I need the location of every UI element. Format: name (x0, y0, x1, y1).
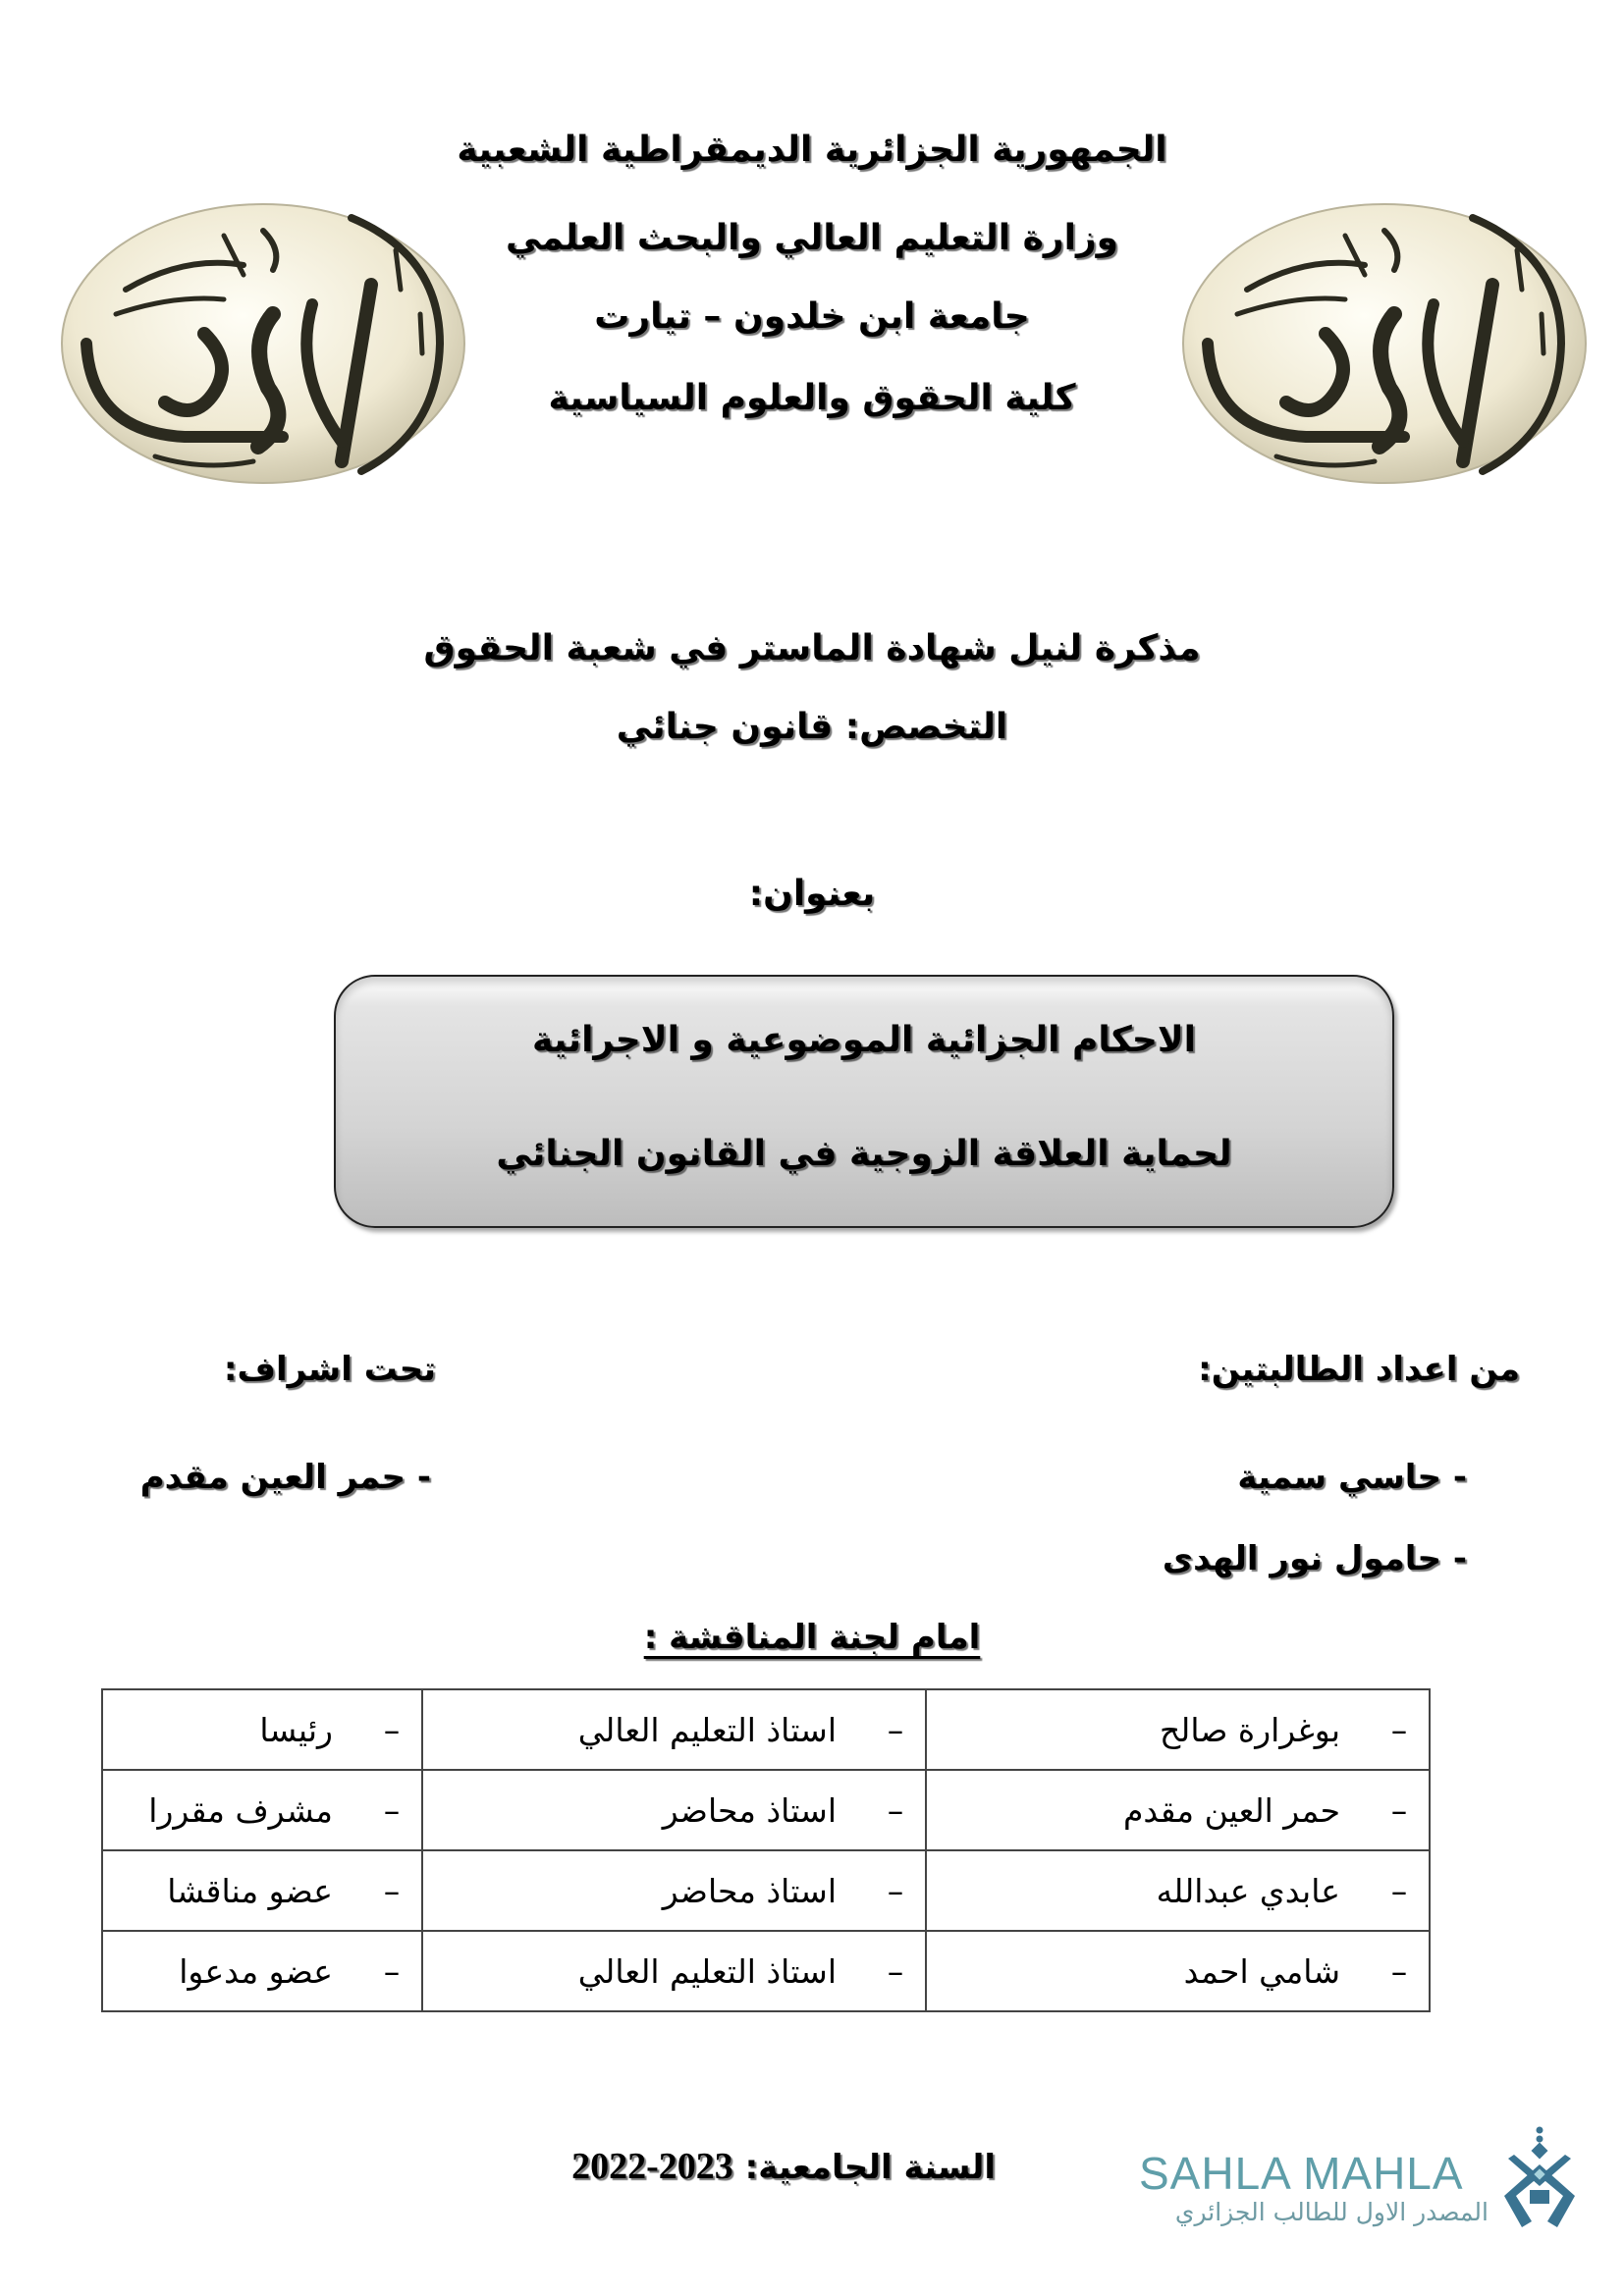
member-rank: استاذ محاضر (662, 1871, 837, 1910)
republic-heading: الجمهورية الجزائرية الديمقراطية الشعبية (457, 130, 1167, 170)
member-role-cell (102, 1689, 422, 1770)
table-row (102, 1770, 1430, 1850)
students-label: من اعداد الطالبتين: (1198, 1350, 1520, 1389)
academic-year (571, 2145, 996, 2188)
member-name-cell (926, 1770, 1430, 1850)
watermark-brand: SAHLA MAHLA (1139, 2148, 1464, 2199)
dash: – (1390, 1951, 1408, 1991)
thesis-title-line-1: الاحكام الجزائية الموضوعية و الاجرائية (532, 1020, 1196, 1060)
member-rank-cell (422, 1850, 926, 1931)
member-rank-cell (422, 1931, 926, 2011)
academic-year-value: 2022-2023 (571, 2146, 733, 2187)
dash: – (383, 1790, 401, 1830)
dash: – (383, 1871, 401, 1910)
member-name-cell (926, 1689, 1430, 1770)
member-name: شامي احمد (1183, 1951, 1340, 1991)
member-rank: استاذ محاضر (662, 1790, 837, 1830)
sahla-mahla-watermark (1139, 2125, 1600, 2253)
committee-heading-text: امام لجنة المناقشة : (643, 1618, 981, 1657)
dash: – (383, 1710, 401, 1749)
dash: – (887, 1710, 904, 1749)
member-rank-cell (422, 1770, 926, 1850)
table-row (102, 1850, 1430, 1931)
title-label: بعنوان: (748, 874, 876, 914)
member-name: حمر العين مقدم (1122, 1790, 1340, 1830)
student-name-2: - حامول نور الهدى (1162, 1539, 1467, 1578)
supervisor-label: تحت اشراف: (223, 1350, 436, 1389)
member-role: عضو مدعوا (179, 1951, 333, 1991)
committee-table (101, 1688, 1431, 2012)
member-name: عابدي عبدالله (1156, 1871, 1340, 1910)
supervisor-name: - حمر العين مقدم (139, 1458, 431, 1497)
faculty-heading: كلية الحقوق والعلوم السياسية (548, 378, 1076, 418)
dash: – (383, 1951, 401, 1991)
specialty-line: التخصص: قانون جنائي (616, 707, 1008, 747)
university-heading: جامعة ابن خلدون – تيارت (594, 296, 1030, 337)
member-rank: استاذ التعليم العالي (577, 1951, 837, 1991)
member-rank-cell (422, 1689, 926, 1770)
dash: – (1390, 1871, 1408, 1910)
watermark-tagline: المصدر الاول للطالب الجزائري (1174, 2198, 1489, 2226)
member-role-cell (102, 1850, 422, 1931)
member-role-cell (102, 1931, 422, 2011)
ministry-heading: وزارة التعليم العالي والبحث العلمي (505, 218, 1119, 258)
academic-year-label: السنة الجامعية: (744, 2148, 996, 2187)
dash: – (887, 1790, 904, 1830)
member-role: مشرف مقررا (148, 1790, 333, 1830)
dash: – (887, 1871, 904, 1910)
dash: – (887, 1951, 904, 1991)
member-role-cell (102, 1770, 422, 1850)
degree-line: مذكرة لنيل شهادة الماستر في شعبة الحقوق (423, 628, 1201, 668)
dash: – (1390, 1710, 1408, 1749)
member-name-cell (926, 1931, 1430, 2011)
table-row (102, 1689, 1430, 1770)
student-name-1: - حاسي سمية (1237, 1458, 1467, 1497)
member-role: عضو مناقشا (167, 1871, 333, 1910)
member-rank: استاذ التعليم العالي (577, 1710, 837, 1749)
dash: – (1390, 1790, 1408, 1830)
sahla-mahla-logo-icon (1500, 2125, 1579, 2233)
table-row (102, 1931, 1430, 2011)
thesis-title-line-2: لحماية العلاقة الزوجية في القانون الجنائي (496, 1134, 1232, 1174)
member-name: بوغرارة صالح (1159, 1710, 1340, 1749)
member-name-cell (926, 1850, 1430, 1931)
thesis-title-box (334, 975, 1394, 1228)
committee-heading (0, 1618, 1624, 1657)
member-role: رئيسا (259, 1710, 333, 1749)
